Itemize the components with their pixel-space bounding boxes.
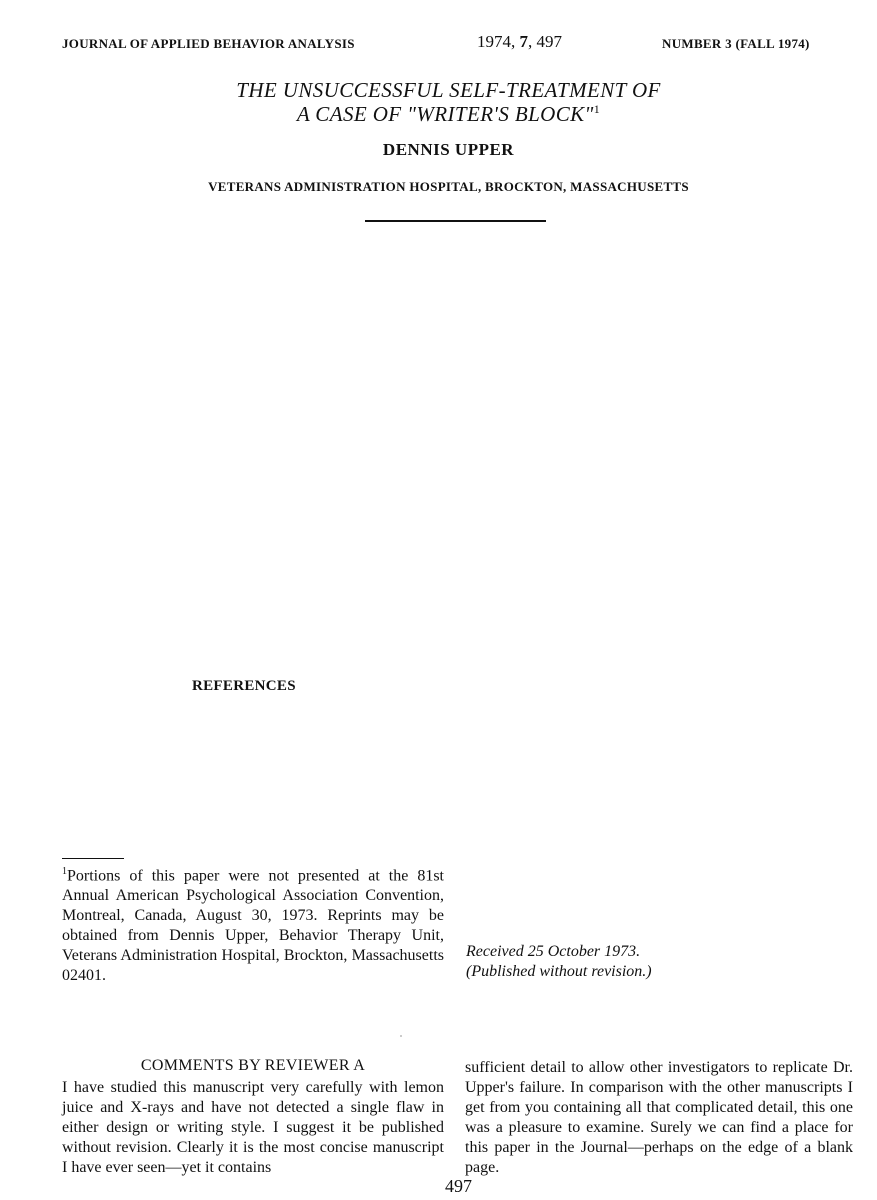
author-affiliation: VETERANS ADMINISTRATION HOSPITAL, BROCKTON, MASSACHUSETTS [208, 179, 689, 194]
footnote-mark: 1 [62, 866, 67, 877]
title-footnote-mark: 1 [593, 102, 601, 116]
running-header-citation: 1974, 7, 497 [477, 32, 562, 51]
page-number: 497 [445, 1176, 472, 1196]
citation-year: 1974 [477, 32, 511, 51]
footnote-divider [62, 858, 124, 859]
publication-status: (Published without revision.) [466, 963, 652, 980]
running-header-issue: NUMBER 3 (FALL 1974) [662, 36, 810, 51]
comments-left-column: I have studied this manuscript very carefully with lemon juice and X-rays and have not detected a single flaw in either design or writing style. I suggest it be published without revision. Clearly it is the most concise manuscript I have ever seen—yet it contains [62, 1079, 444, 1176]
comments-heading: COMMENTS BY REVIEWER A [140, 1057, 366, 1074]
article-title-line-1: THE UNSUCCESSFUL SELF-TREATMENT OF [236, 78, 661, 102]
references-heading: REFERENCES [192, 678, 296, 694]
article-title-line-2 [10, 102, 877, 127]
author-name: DENNIS UPPER [382, 140, 515, 159]
footnote-text: Portions of this paper were not presented at the 81st Annual American Psychological Association Convention, Montreal, Canada, August 30, 1973. Reprints may be obtained from Dennis Upper, Behavior Therapy Unit, Veterans Administration Hospital, Brockton, Massachusetts 02401. [62, 867, 444, 985]
title-divider [365, 220, 546, 222]
article-title-line-2-text: A CASE OF "WRITER'S BLOCK" [296, 102, 594, 126]
received-date: Received 25 October 1973. [466, 943, 641, 960]
citation-page: 497 [536, 32, 562, 51]
citation-volume: 7 [519, 32, 528, 51]
scan-speck [400, 1035, 402, 1037]
footnote [62, 862, 444, 986]
comments-right-column: sufficient detail to allow other investigators to replicate Dr. Upper's failure. In comparison with the other manuscripts I get from you containing all that complicated detail, this one was a pleasure to examine. Surely we can find a place for this paper in the Journal—perhaps on the edge of a blank page. [465, 1059, 853, 1176]
running-header-journal: JOURNAL OF APPLIED BEHAVIOR ANALYSIS [62, 36, 355, 51]
received-note [466, 942, 652, 982]
